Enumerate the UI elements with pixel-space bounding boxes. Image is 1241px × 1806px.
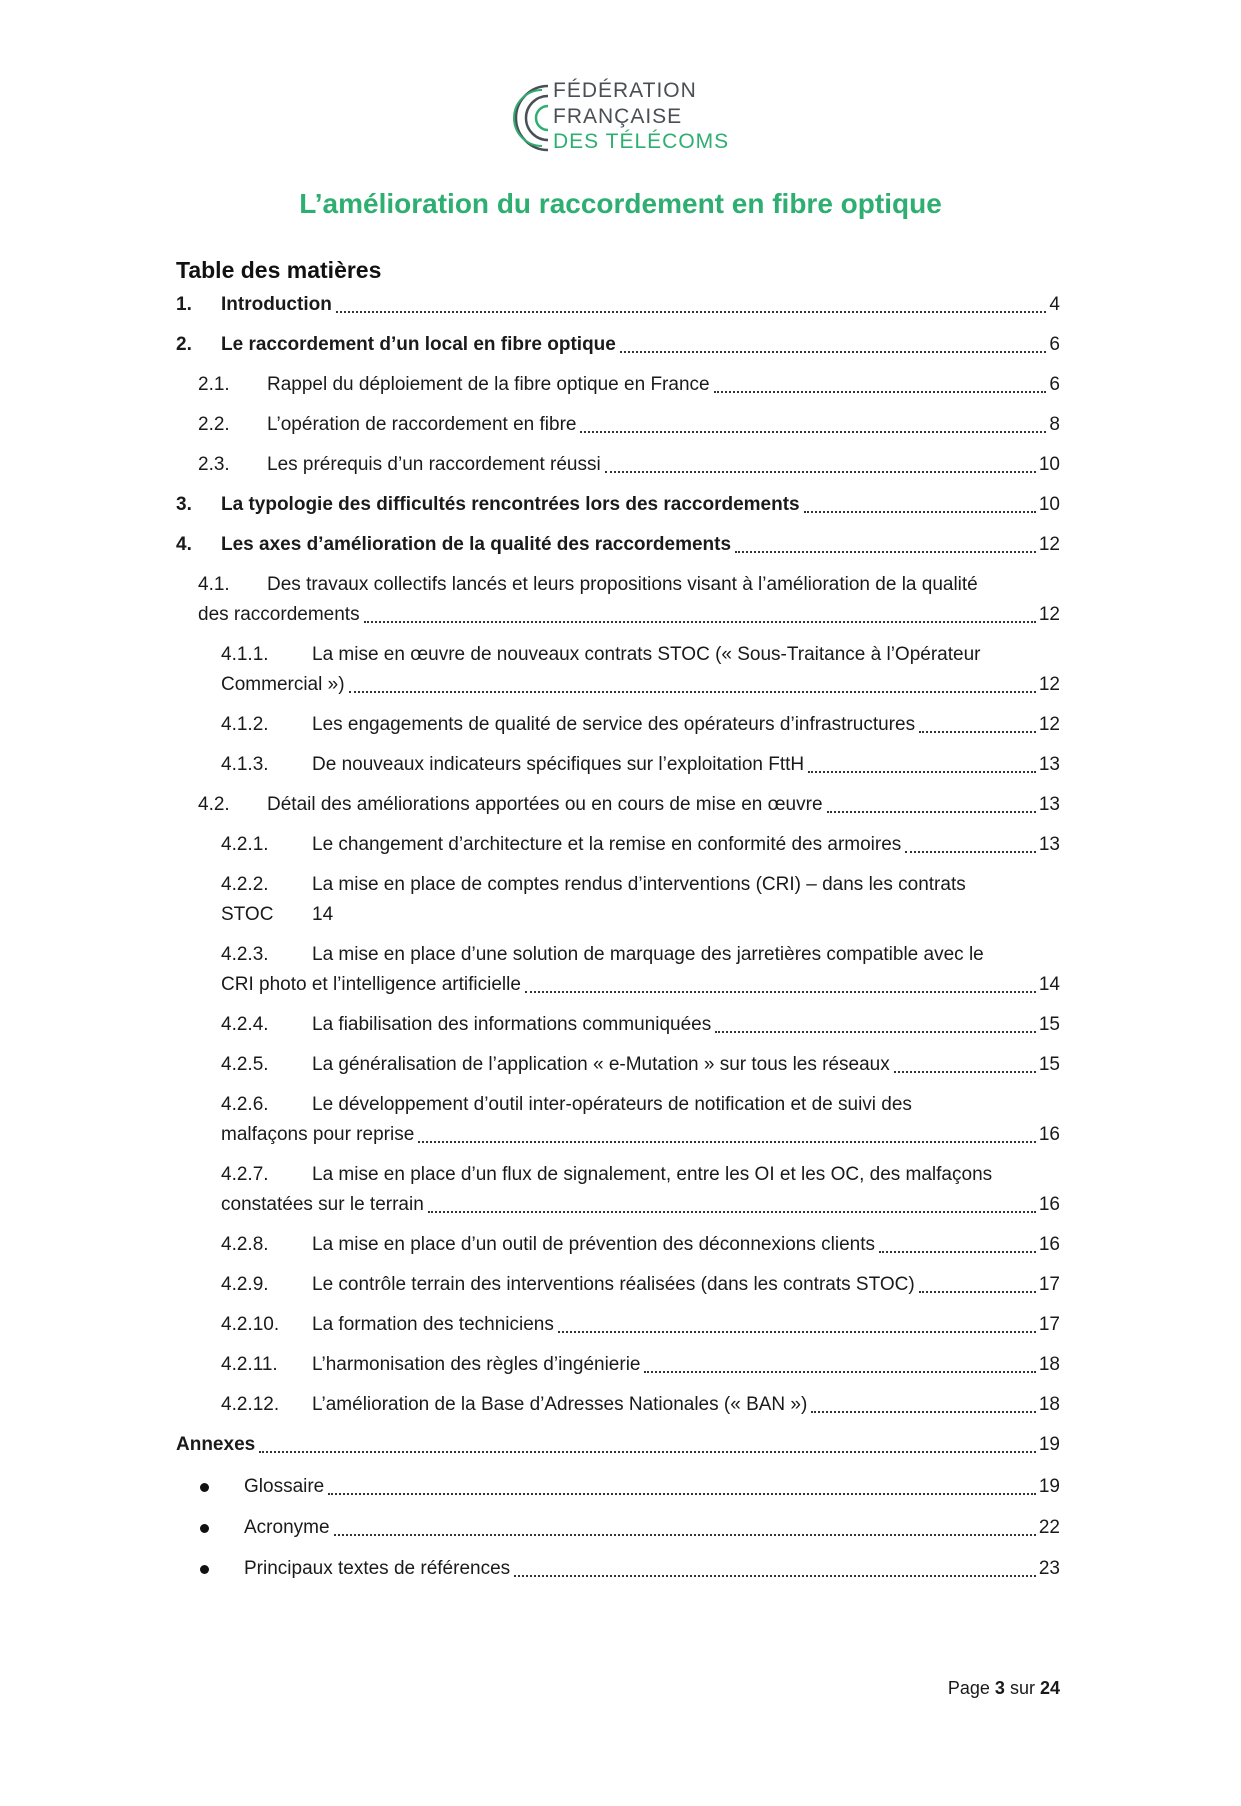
logo-arcs-icon	[508, 82, 552, 154]
dot-leader	[514, 1575, 1036, 1577]
toc-entry-page: 18	[1038, 1354, 1060, 1375]
dot-leader	[364, 621, 1036, 623]
toc-entry-title: La mise en place de comptes rendus d’interventions (CRI) – dans les contrats	[312, 874, 966, 895]
dot-leader	[334, 1534, 1036, 1536]
toc-entry-title: Le raccordement d’un local en fibre optique	[221, 334, 616, 355]
toc-entry-title: Le développement d’outil inter-opérateurs de notification et de suivi des	[312, 1094, 912, 1115]
dot-leader	[328, 1493, 1036, 1495]
toc-entry-page: 23	[1038, 1558, 1060, 1579]
toc-entry-page: 16	[1038, 1194, 1060, 1215]
logo-line-2: FRANÇAISE	[553, 104, 683, 128]
toc-entry-title: La mise en place d’un outil de prévention des déconnexions clients	[312, 1234, 875, 1255]
toc-entry-number: 4.2.7.	[221, 1164, 269, 1185]
logo	[508, 78, 738, 158]
toc-entry-page: 6	[1049, 334, 1060, 355]
toc-entry-title: La mise en place d’une solution de marquage des jarretières compatible avec le	[312, 944, 984, 965]
dot-leader	[349, 691, 1036, 693]
toc-entry-title: Annexes	[176, 1434, 256, 1455]
logo-text	[553, 78, 729, 155]
toc-entry-title: La généralisation de l’application « e-Mutation » sur tous les réseaux	[312, 1054, 890, 1075]
bullet-icon	[200, 1524, 209, 1533]
toc-entry-number: 2.1.	[198, 374, 230, 395]
logo-line-1: FÉDÉRATION	[553, 79, 697, 102]
toc-entry-number: 4.2.3.	[221, 944, 269, 965]
toc-entry-page: 14	[312, 904, 334, 925]
toc-entry-number: 4.1.2.	[221, 714, 269, 735]
dot-leader	[715, 1031, 1036, 1033]
footer-current-page: 3	[994, 1678, 1005, 1698]
dot-leader	[620, 351, 1047, 353]
toc-entry-number: 4.2.6.	[221, 1094, 269, 1115]
toc-entry-title: Le contrôle terrain des interventions réalisées (dans les contrats STOC)	[312, 1274, 915, 1295]
toc-entry-number: 4.2.5.	[221, 1054, 269, 1075]
toc-entry-title: L’harmonisation des règles d’ingénierie	[312, 1354, 641, 1375]
toc-entry-number: 4.1.3.	[221, 754, 269, 775]
dot-leader	[735, 551, 1036, 553]
toc-entry-page: 6	[1049, 374, 1060, 395]
toc-entry-number: 4.2.11.	[221, 1354, 278, 1375]
toc-entry-page: 4	[1049, 294, 1060, 315]
toc-entry-page: 10	[1038, 494, 1060, 515]
toc-entry-page: 14	[1038, 974, 1060, 995]
toc-entry-title: La fiabilisation des informations communiquées	[312, 1014, 712, 1035]
toc-entry-page: 18	[1038, 1394, 1060, 1415]
dot-leader	[919, 731, 1036, 733]
toc-entry-title-continued: des raccordements	[198, 604, 360, 625]
toc-entry-page: 12	[1038, 534, 1060, 555]
logo-line-3: DES TÉLÉCOMS	[553, 130, 730, 153]
footer-total-pages: 24	[1039, 1678, 1060, 1698]
toc-entry-page: 13	[1038, 834, 1060, 855]
toc-entry-number: 4.1.1.	[221, 644, 269, 665]
toc-entry-page: 12	[1038, 714, 1060, 735]
dot-leader	[894, 1071, 1036, 1073]
dot-leader	[580, 431, 1046, 433]
toc-entry-title: Les engagements de qualité de service des opérateurs d’infrastructures	[312, 714, 916, 735]
toc-entry-number: 4.2.2.	[221, 874, 269, 895]
toc-entry-title: De nouveaux indicateurs spécifiques sur l’exploitation FttH	[312, 754, 805, 775]
toc-entry-number: 4.2.12.	[221, 1394, 280, 1415]
toc-entry-number: 4.2.10.	[221, 1314, 280, 1335]
toc-entry-title-continued: constatées sur le terrain	[221, 1194, 424, 1215]
toc-entry-title: La typologie des difficultés rencontrées lors des raccordements	[221, 494, 800, 515]
toc-entry-page: 15	[1038, 1054, 1060, 1075]
dot-leader	[808, 771, 1036, 773]
toc-entry-page: 17	[1038, 1314, 1060, 1335]
dot-leader	[811, 1411, 1036, 1413]
dot-leader	[558, 1331, 1036, 1333]
dot-leader	[418, 1141, 1036, 1143]
toc-entry-number: 4.2.4.	[221, 1014, 269, 1035]
toc-entry-title: L’amélioration de la Base d’Adresses Nationales (« BAN »)	[312, 1394, 808, 1415]
toc-entry-number: 4.2.	[198, 794, 230, 815]
toc-entry-title: Détail des améliorations apportées ou en cours de mise en œuvre	[267, 794, 823, 815]
toc-entry-title-continued: STOC	[221, 904, 274, 925]
toc-entry-page: 19	[1038, 1434, 1060, 1455]
dot-leader	[905, 851, 1036, 853]
footer-middle: sur	[1009, 1678, 1035, 1698]
toc-entry-number: 4.1.	[198, 574, 230, 595]
toc-entry-page: 17	[1038, 1274, 1060, 1295]
toc-entry-page: 19	[1038, 1476, 1060, 1497]
toc-entry-title-continued: CRI photo et l’intelligence artificielle	[221, 974, 521, 995]
toc-entry-number: 4.2.1.	[221, 834, 269, 855]
dot-leader	[336, 311, 1047, 313]
page-footer	[948, 1678, 1060, 1699]
dot-leader	[714, 391, 1047, 393]
toc-entry-title: Des travaux collectifs lancés et leurs propositions visant à l’amélioration de la qualité	[267, 574, 978, 595]
toc-entry-title: Les axes d’amélioration de la qualité des raccordements	[221, 534, 732, 555]
dot-leader	[428, 1211, 1036, 1213]
toc-entry-page: 10	[1038, 454, 1060, 475]
toc-entry-title: Principaux textes de références	[244, 1558, 511, 1579]
dot-leader	[879, 1251, 1036, 1253]
toc-entry-page: 16	[1038, 1124, 1060, 1145]
toc-entry-title: L’opération de raccordement en fibre	[267, 414, 577, 435]
toc-entry-page: 15	[1038, 1014, 1060, 1035]
dot-leader	[259, 1451, 1036, 1453]
toc-entry-page: 22	[1038, 1517, 1060, 1538]
dot-leader	[919, 1291, 1036, 1293]
toc-entry-title: La mise en place d’un flux de signalement, entre les OI et les OC, des malfaçons	[312, 1164, 993, 1185]
dot-leader	[827, 811, 1036, 813]
toc-entry-number: 4.2.9.	[221, 1274, 269, 1295]
toc-entry-title: Rappel du déploiement de la fibre optique en France	[267, 374, 710, 395]
toc-entry-title: Le changement d’architecture et la remise en conformité des armoires	[312, 834, 902, 855]
toc-entry-title-continued: Commercial »)	[221, 674, 345, 695]
toc-entry-number: 2.3.	[198, 454, 230, 475]
toc-entry-page: 13	[1038, 794, 1060, 815]
toc-entry-title: Glossaire	[244, 1476, 325, 1497]
footer-prefix: Page	[947, 1678, 990, 1698]
toc-entry-page: 12	[1038, 604, 1060, 625]
toc-entry-page: 12	[1038, 674, 1060, 695]
toc-heading: Table des matières	[176, 257, 382, 283]
dot-leader	[605, 471, 1036, 473]
toc-entry-page: 13	[1038, 754, 1060, 775]
toc-entry-page: 16	[1038, 1234, 1060, 1255]
toc-entry-page: 8	[1049, 414, 1060, 435]
toc-entry-title: Acronyme	[244, 1517, 330, 1538]
toc-entry-title: La mise en œuvre de nouveaux contrats STOC (« Sous-Traitance à l’Opérateur	[312, 644, 981, 665]
toc-entry-number: 4.	[176, 534, 192, 555]
toc-entry-title: La formation des techniciens	[312, 1314, 554, 1335]
dot-leader	[804, 511, 1036, 513]
toc-entry-number: 3.	[176, 494, 192, 515]
dot-leader	[644, 1371, 1035, 1373]
toc-entry-number: 4.2.8.	[221, 1234, 269, 1255]
toc-entry-number: 2.2.	[198, 414, 230, 435]
bullet-icon	[200, 1565, 209, 1574]
toc-entry-title-continued: malfaçons pour reprise	[221, 1124, 415, 1145]
document-title: L’amélioration du raccordement en fibre optique	[299, 188, 942, 219]
toc-entry-number: 1.	[176, 294, 192, 315]
dot-leader	[525, 991, 1036, 993]
toc-entry-title: Introduction	[221, 294, 332, 315]
toc-entry-number: 2.	[176, 334, 192, 355]
bullet-icon	[200, 1483, 209, 1492]
toc-entry-title: Les prérequis d’un raccordement réussi	[267, 454, 601, 475]
